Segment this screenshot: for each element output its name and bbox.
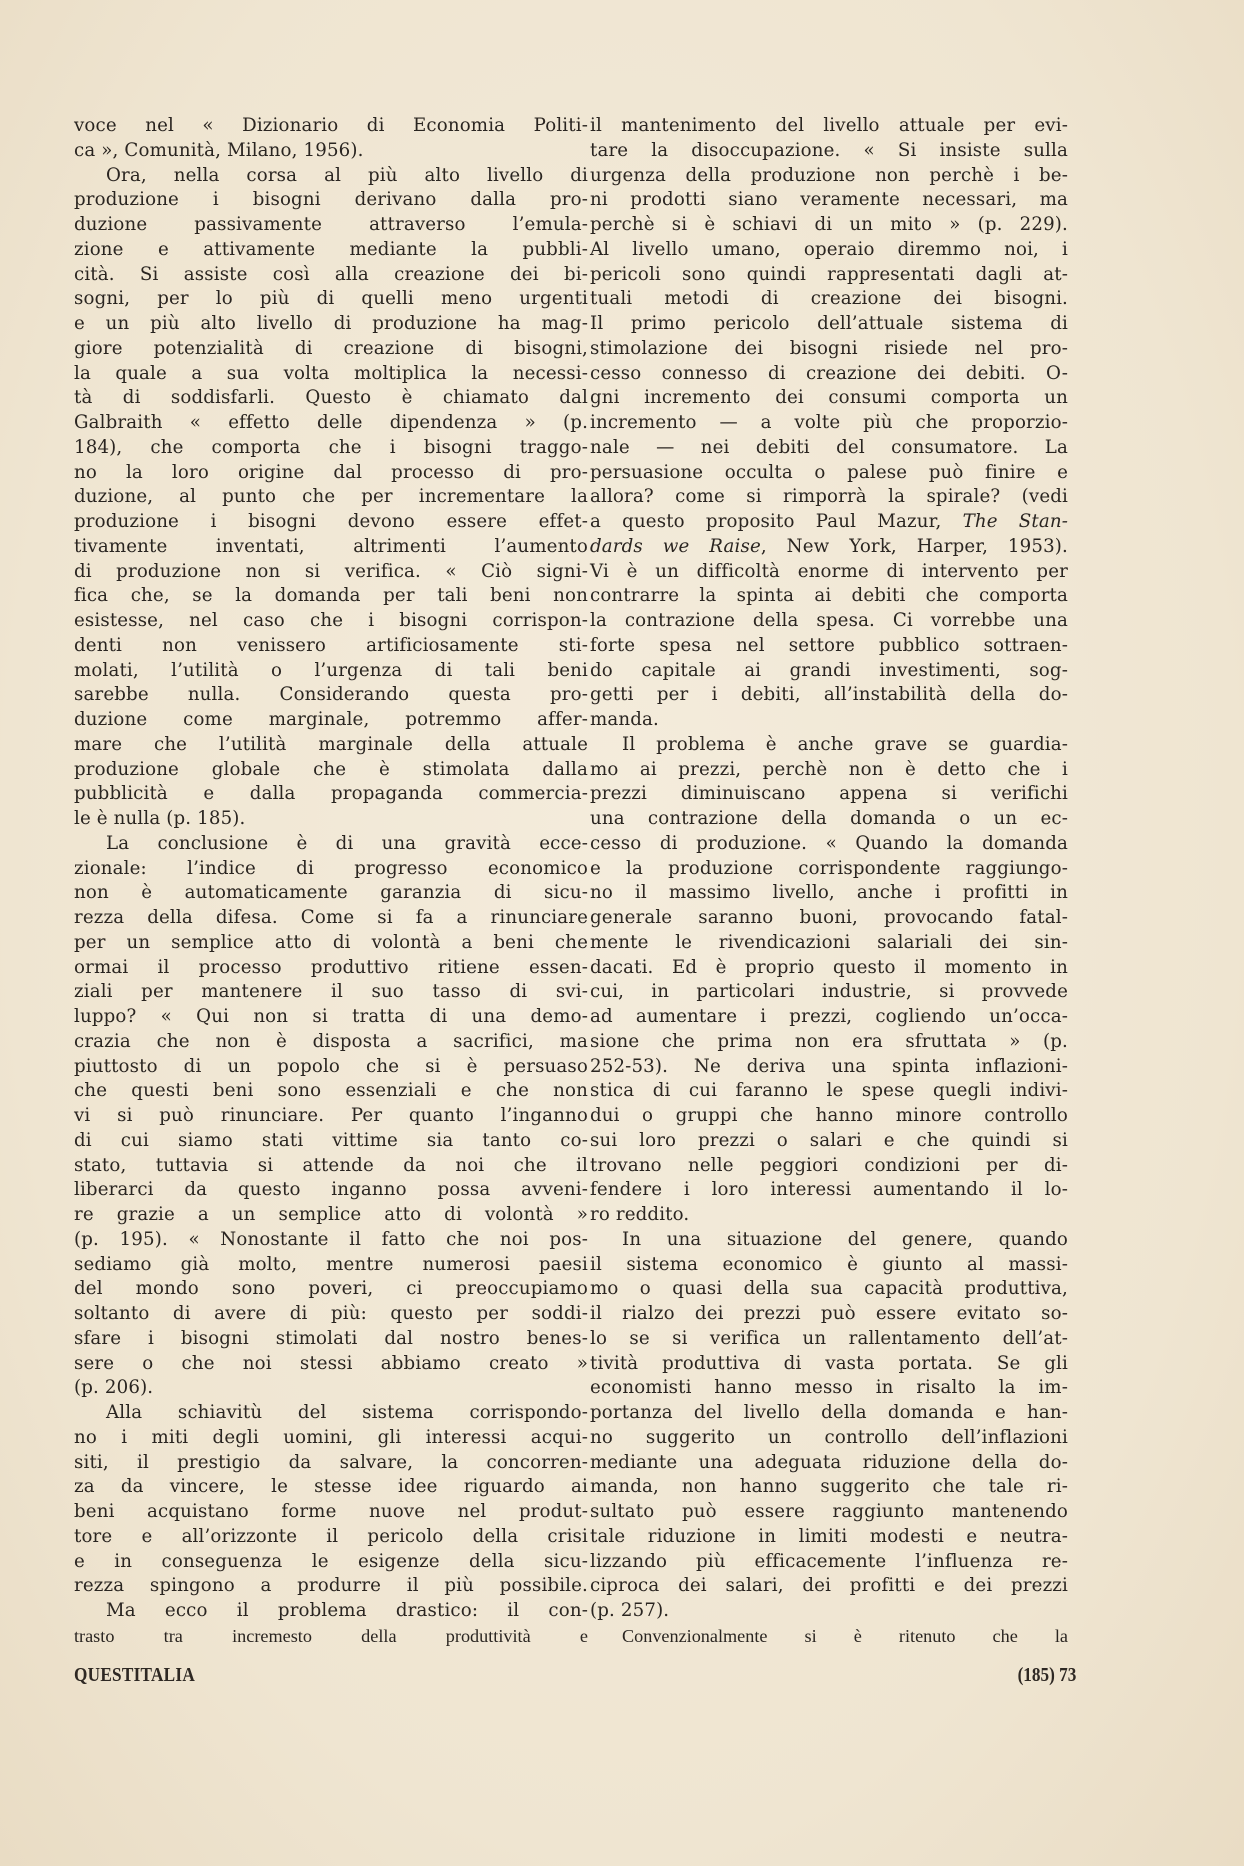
text-line: Vi è un difficoltà enorme di intervento per [590,560,1068,582]
text-line: cui, in particolari industrie, si provvede [590,981,1068,1003]
text-line: re grazie a un semplice atto di volontà » [74,1204,588,1225]
text-line: Ma ecco il problema drastico: il con- [106,1600,588,1621]
text-line: di produzione non si verifica. « Ciò signi- [74,560,588,582]
text-line: za da vincere, le stesse idee riguardo ai [74,1476,588,1498]
text-line: no i miti degli uomini, gli interessi acqui- [74,1426,588,1448]
text-line: Galbraith « effetto delle dipendenza » (p. [74,412,588,433]
text-line: tività produttiva di vasta portata. Se gli [590,1352,1068,1374]
text-line: cità. Si assiste così alla creazione dei bi- [74,263,588,285]
text-line: tuali metodi di creazione dei bisogni. [590,288,1068,310]
text-line: stica di cui faranno le spese quegli indivi- [590,1080,1068,1102]
text-line: 252-53). Ne deriva una spinta inflazioni- [590,1055,1068,1077]
text-line: mediante una adeguata riduzione della do- [590,1451,1068,1473]
text-line: sultato può essere raggiunto mantenendo [590,1501,1068,1522]
text-line: zionale: l’indice di progresso economico [74,857,588,879]
text-line: La conclusione è di una gravità ecce- [106,832,588,854]
text-line: Il problema è anche grave se guardia- [622,733,1068,755]
text-line: ciproca dei salari, dei profitti e dei prezzi [590,1575,1068,1597]
text-line: cesso di produzione. « Quando la domanda [590,832,1068,854]
text-line: dacati. Ed è proprio questo il momento in [590,956,1068,978]
text-line: cesso connesso di creazione dei debiti. O- [590,362,1068,384]
text-line: crazia che non è disposta a sacrifici, ma [74,1030,588,1052]
text-line: manda, non hanno suggerito che tale ri- [590,1476,1068,1498]
text-line: sogni, per lo più di quelli meno urgenti [74,288,588,310]
text-line: di cui siamo stati vittime sia tanto co- [74,1129,588,1151]
text-line: Al livello umano, operaio diremmo noi, i [590,238,1068,260]
text-line: incremento — a volte più che proporzio- [590,412,1068,433]
text-line: pubblicità e dalla propaganda commercia- [74,783,588,805]
text-line: no il massimo livello, anche i profitti in [590,882,1068,904]
text-line: gni incremento dei consumi comporta un [590,387,1068,409]
text-line: mare che l’utilità marginale della attuale [74,733,588,755]
text-line: luppo? « Qui non si tratta di una demo- [74,1006,588,1027]
text-line: urgenza della produzione non perchè i be- [590,164,1068,186]
right-column [590,114,1068,1649]
text-line: per un semplice atto di volontà a beni che [74,931,588,953]
italic-title: The Stan- [962,511,1068,532]
text-line: trovano nelle peggiori condizioni per di- [590,1154,1068,1176]
text-line: no la loro origine dal processo di pro- [74,461,588,483]
text-line: voce nel « Dizionario di Economia Politi- [74,115,588,136]
text-line: siti, il prestigio da salvare, la concorren- [74,1451,588,1473]
journal-name: QUESTITALIA [74,1664,196,1686]
text-line: Convenzionalmente si è ritenuto che la [622,1625,1068,1646]
text-line: 184), che comporta che i bisogni traggo- [74,436,588,458]
text-line: e un più alto livello di produzione ha mag- [74,313,588,334]
text-line: nale — nei debiti del consumatore. La [590,436,1068,458]
text-line: do capitale ai grandi investimenti, sog- [590,659,1068,681]
text-line: liberarci da questo inganno possa avveni- [74,1179,588,1201]
text-line: dards we Raise, New York, Harper, 1953). [590,535,1068,557]
text-line: pericoli sono quindi rappresentati dagli at- [590,263,1068,285]
text-line: a questo proposito Paul Mazur, The Stan- [590,511,1068,532]
text-line: denti non venissero artificiosamente sti- [74,634,588,656]
text-line: rezza della difesa. Come si fa a rinunciare [74,907,588,928]
text-line: la contrazione della spesa. Ci vorrebbe una [590,610,1068,631]
text-line: portanza del livello della domanda e han- [590,1402,1068,1423]
text-line: e in conseguenza le esigenze della sicu- [74,1550,588,1572]
text-line: duzione, al punto che per incrementare la [74,486,588,508]
text-line: lizzando più efficacemente l’influenza re- [590,1550,1068,1572]
text-line: esistesse, nel caso che i bisogni corrispon- [74,610,588,631]
text-line: In una situazione del genere, quando [622,1228,1068,1250]
text-line: generale saranno buoni, provocando fatal- [590,907,1068,928]
text-line: stato, tuttavia si attende da noi che il [74,1154,588,1176]
text-line: ro reddito. [590,1204,690,1225]
text-line: il sistema economico è giunto al massi- [590,1253,1068,1275]
text-line: zione e attivamente mediante la pubbli- [74,238,588,260]
text-line: (p. 257). [590,1600,670,1621]
text-line: contrarre la spinta ai debiti che comporta [590,585,1068,607]
text-line: che questi beni sono essenziali e che non [74,1080,588,1102]
text-line: dui o gruppi che hanno minore controllo [590,1105,1068,1126]
text-line: prezzi diminuiscano appena si verifichi [590,783,1068,805]
text-line: molati, l’utilità o l’urgenza di tali beni [74,659,588,681]
text-line: Alla schiavitù del sistema corrispondo- [106,1402,588,1423]
text-line: manda. [590,709,659,730]
text-line: la quale a sua volta moltiplica la necessi- [74,362,588,384]
text-line: non è automaticamente garanzia di sicu- [74,882,588,904]
text-line: fendere i loro interessi aumentando il lo- [590,1179,1068,1201]
text-line: Il primo pericolo dell’attuale sistema di [590,313,1068,334]
text-line: sediamo già molto, mentre numerosi paesi [74,1253,588,1275]
text-line: tore e all’orizzonte il pericolo della crisi [74,1525,588,1547]
text-line: lo se si verifica un rallentamento dell’at- [590,1327,1068,1349]
text-line: no suggerito un controllo dell’inflazioni [590,1426,1068,1448]
text-line: perchè si è schiavi di un mito » (p. 229). [590,214,1068,235]
text-line: ormai il processo produttivo ritiene essen- [74,956,588,978]
text-line: piuttosto di un popolo che si è persuaso [74,1055,588,1077]
text-line: mo ai prezzi, perchè non è detto che i [590,758,1068,780]
text-line: mente le rivendicazioni salariali dei sin- [590,931,1068,953]
text-line: produzione i bisogni devono essere effet- [74,511,588,532]
page-number: (185) 73 [1017,1664,1076,1686]
text-line: tare la disoccupazione. « Si insiste sulla [590,139,1068,161]
text-line: fica che, se la domanda per tali beni non [74,585,588,607]
text-line: sere o che noi stessi abbiamo creato » [74,1352,588,1374]
text-line: il rialzo dei prezzi può essere evitato so- [590,1303,1068,1324]
text-line: soltanto di avere di più: questo per soddi- [74,1303,588,1324]
text-line: sione che prima non era sfruttata » (p. [590,1030,1068,1052]
text-line: stimolazione dei bisogni risiede nel pro- [590,337,1068,359]
text-line: Ora, nella corsa al più alto livello di [106,164,588,186]
text-line: ad aumentare i prezzi, cogliendo un’occa- [590,1006,1068,1027]
text-line: le è nulla (p. 185). [74,808,246,829]
text-line: produzione i bisogni derivano dalla pro- [74,189,588,211]
text-line: sarebbe nulla. Considerando questa pro- [74,684,588,706]
text-line: economisti hanno messo in risalto la im- [590,1377,1068,1399]
left-column [74,114,588,1649]
text-line: duzione come marginale, potremmo affer- [74,709,588,730]
text-line: mo o quasi della sua capacità produttiva, [590,1278,1068,1300]
text-line: getti per i debiti, all’instabilità della do- [590,684,1068,706]
text-line: ziali per mantenere il suo tasso di svi- [74,981,588,1003]
text-line: forte spesa nel settore pubblico sottraen- [590,634,1068,656]
text-line: una contrazione della domanda o un ec- [590,808,1068,829]
text-line: ni prodotti siano veramente necessari, ma [590,189,1068,211]
text-line: tivamente inventati, altrimenti l’aumento [74,535,588,557]
text-line: (p. 195). « Nonostante il fatto che noi pos- [74,1228,588,1250]
text-line: sui loro prezzi o salari e che quindi si [590,1129,1068,1151]
text-line: il mantenimento del livello attuale per evi- [590,115,1068,136]
text-line: persuasione occulta o palese può finire e [590,461,1068,483]
text-line: tale riduzione in limiti modesti e neutra- [590,1525,1068,1547]
italic-title: dards we Raise [590,535,761,557]
text-line: tà di soddisfarli. Questo è chiamato dal [74,387,588,409]
text-line: giore potenzialità di creazione di bisogni, [74,337,588,359]
text-line: (p. 206). [74,1377,154,1399]
page-footer [74,1664,1074,1694]
text-line: e la produzione corrispondente raggiungo- [590,857,1068,879]
text-line: produzione globale che è stimolata dalla [74,758,588,780]
text-line: del mondo sono poveri, ci preoccupiamo [74,1278,588,1300]
text-line: sfare i bisogni stimolati dal nostro benes- [74,1327,588,1349]
text-line: vi si può rinunciare. Per quanto l’inganno [74,1105,588,1126]
text-line: rezza spingono a produrre il più possibile. [74,1575,588,1597]
text-line: trasto tra incremesto della produttività e [74,1625,588,1646]
text-line: duzione passivamente attraverso l’emula- [74,214,588,235]
text-line: ca », Comunità, Milano, 1956). [74,139,364,161]
text-line: beni acquistano forme nuove nel produt- [74,1501,588,1522]
text-line: allora? come si rimporrà la spirale? (vedi [590,486,1068,508]
